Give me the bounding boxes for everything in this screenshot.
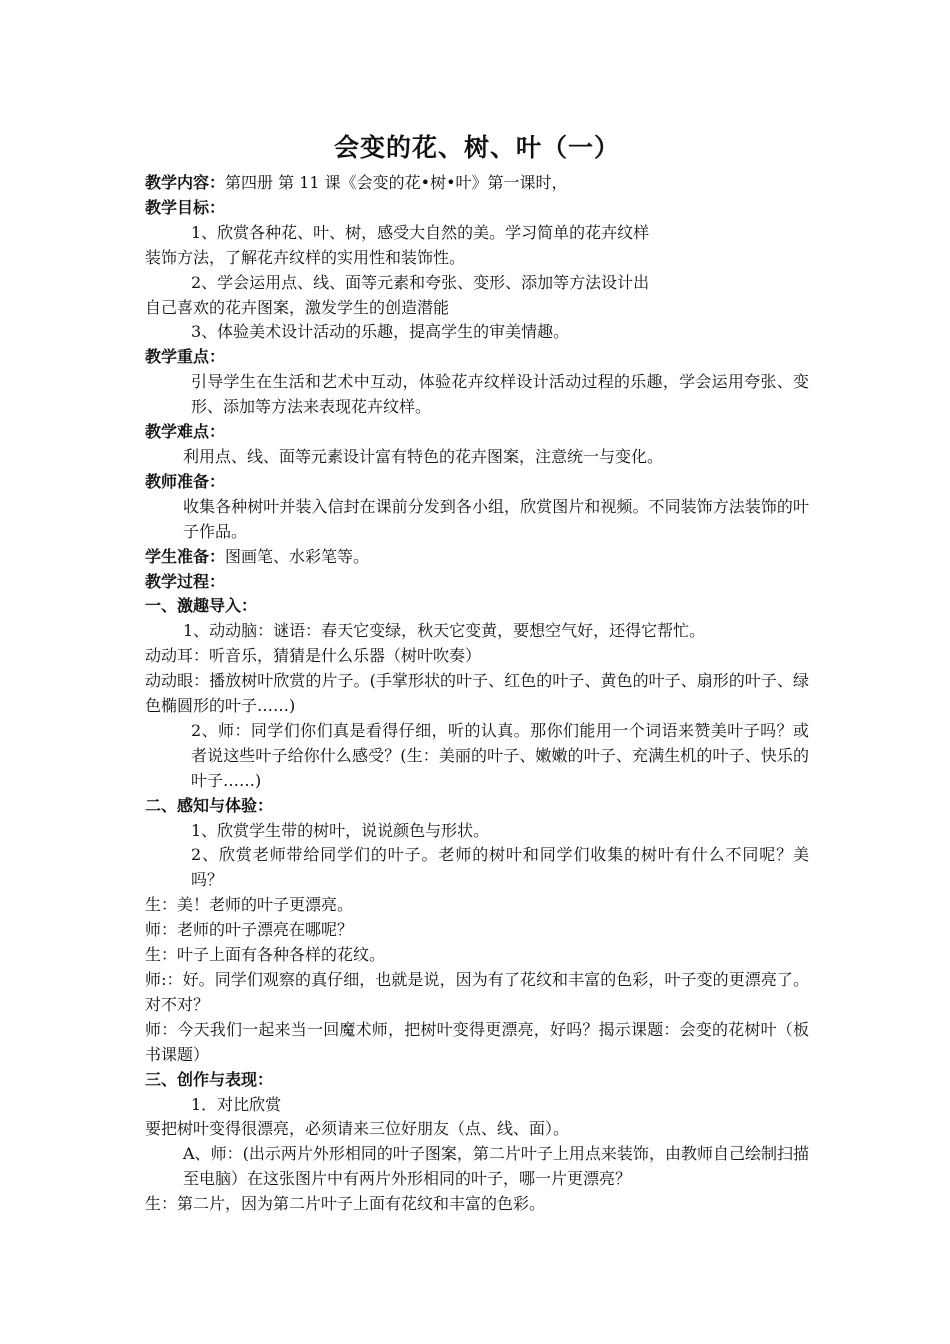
difficulty-text: 利用点、线、面等元素设计富有特色的花卉图案，注意统一与变化。 bbox=[183, 446, 664, 466]
goal-1-line-a: 1、欣赏各种花、叶、树，感受大自然的美。学习简单的花卉纹样 bbox=[191, 222, 650, 242]
key-label: 教学重点： bbox=[145, 347, 226, 367]
section-1-heading: 一、激趣导入： bbox=[145, 596, 258, 616]
content-label: 教学内容： bbox=[145, 173, 226, 192]
difficulty-label: 教学难点： bbox=[145, 422, 226, 442]
page-title: 会变的花、树、叶（一） bbox=[333, 133, 620, 162]
process-label: 教学过程： bbox=[145, 571, 226, 591]
section-3-para-4: 生：第二片，因为第二片叶子上面有花纹和丰富的色彩。 bbox=[145, 1194, 546, 1214]
goal-3: 3、体验美术设计活动的乐趣，提高学生的审美情趣。 bbox=[191, 322, 570, 342]
goals-label: 教学目标： bbox=[145, 197, 226, 217]
section-2-para-2: 2、欣赏老师带给同学们的叶子。老师的树叶和同学们收集的树叶有什么不同呢？美吗？ bbox=[191, 845, 809, 890]
section-2-para-4: 师：老师的叶子漂亮在哪呢？ bbox=[145, 920, 354, 940]
teacher-prep-text: 收集各种树叶并装入信封在课前分发到各小组，欣赏图片和视频。不同装饰方法装饰的叶子作品。 bbox=[183, 496, 809, 541]
document-page bbox=[145, 128, 809, 1217]
section-2-para-3: 生：美！老师的叶子更漂亮。 bbox=[145, 895, 354, 915]
section-1-para-1: 1、动动脑：谜语：春天它变绿，秋天它变黄，要想空气好，还得它帮忙。 bbox=[183, 621, 706, 641]
goal-2-line-b: 自己喜欢的花卉图案，激发学生的创造潜能 bbox=[145, 297, 450, 317]
section-3-para-3: A、师：(出示两片外形相同的叶子图案，第二片叶子上用点来装饰，由教师自己绘制扫描至电脑）在这张图片中有两片外形相同的叶子，哪一片更漂亮？ bbox=[183, 1144, 809, 1189]
section-3-para-1: 1．对比欣赏 bbox=[191, 1094, 282, 1114]
student-prep-text: 图画笔、水彩笔等。 bbox=[225, 546, 370, 566]
section-2-para-5: 生：叶子上面有各种各样的花纹。 bbox=[145, 945, 386, 965]
section-2-heading: 二、感知与体验： bbox=[145, 795, 274, 815]
key-text: 引导学生在生活和艺术中互动，体验花卉纹样设计活动过程的乐趣，学会运用夸张、变形、添加等方法来表现花卉纹样。 bbox=[191, 372, 809, 417]
section-2-para-6: 师:：好。同学们观察的真仔细，也就是说，因为有了花纹和丰富的色彩，叶子变的更漂亮了。对不对？ bbox=[145, 970, 809, 1014]
section-1-para-2: 动动耳：听音乐，猜猜是什么乐器（树叶吹奏） bbox=[145, 646, 482, 666]
section-2-para-7: 师：今天我们一起来当一回魔术师，把树叶变得更漂亮，好吗？揭示课题：会变的花树叶（板书课题） bbox=[145, 1019, 809, 1064]
goal-1-line-b: 装饰方法，了解花卉纹样的实用性和装饰性。 bbox=[145, 247, 466, 267]
student-prep-label: 学生准备： bbox=[145, 546, 226, 566]
section-1-para-4: 2、师：同学们你们真是看得仔细，听的认真。那你们能用一个词语来赞美叶子吗？或者说这些叶子给你什么感受？(生：美丽的叶子、嫩嫩的叶子、充满生机的叶子、快乐的叶子……) bbox=[191, 720, 809, 790]
goal-2-line-a: 2、学会运用点、线、面等元素和夸张、变形、添加等方法设计出 bbox=[191, 272, 650, 292]
section-2-para-1: 1、欣赏学生带的树叶，说说颜色与形状。 bbox=[191, 820, 490, 840]
section-3-para-2: 要把树叶变得很漂亮，必须请来三位好朋友（点、线、面）。 bbox=[145, 1119, 570, 1139]
content-text: 第四册 第 11 课《会变的花•树•叶》第一课时， bbox=[225, 173, 568, 192]
content-line bbox=[145, 171, 809, 196]
section-1-para-3: 动动眼：播放树叶欣赏的片子。(手掌形状的叶子、红色的叶子、黄色的叶子、扇形的叶子、绿色椭圆形的叶子……) bbox=[145, 671, 809, 716]
student-prep-line bbox=[145, 545, 809, 570]
teacher-prep-label: 教师准备： bbox=[145, 471, 226, 491]
section-3-heading: 三、创作与表现： bbox=[145, 1069, 274, 1089]
